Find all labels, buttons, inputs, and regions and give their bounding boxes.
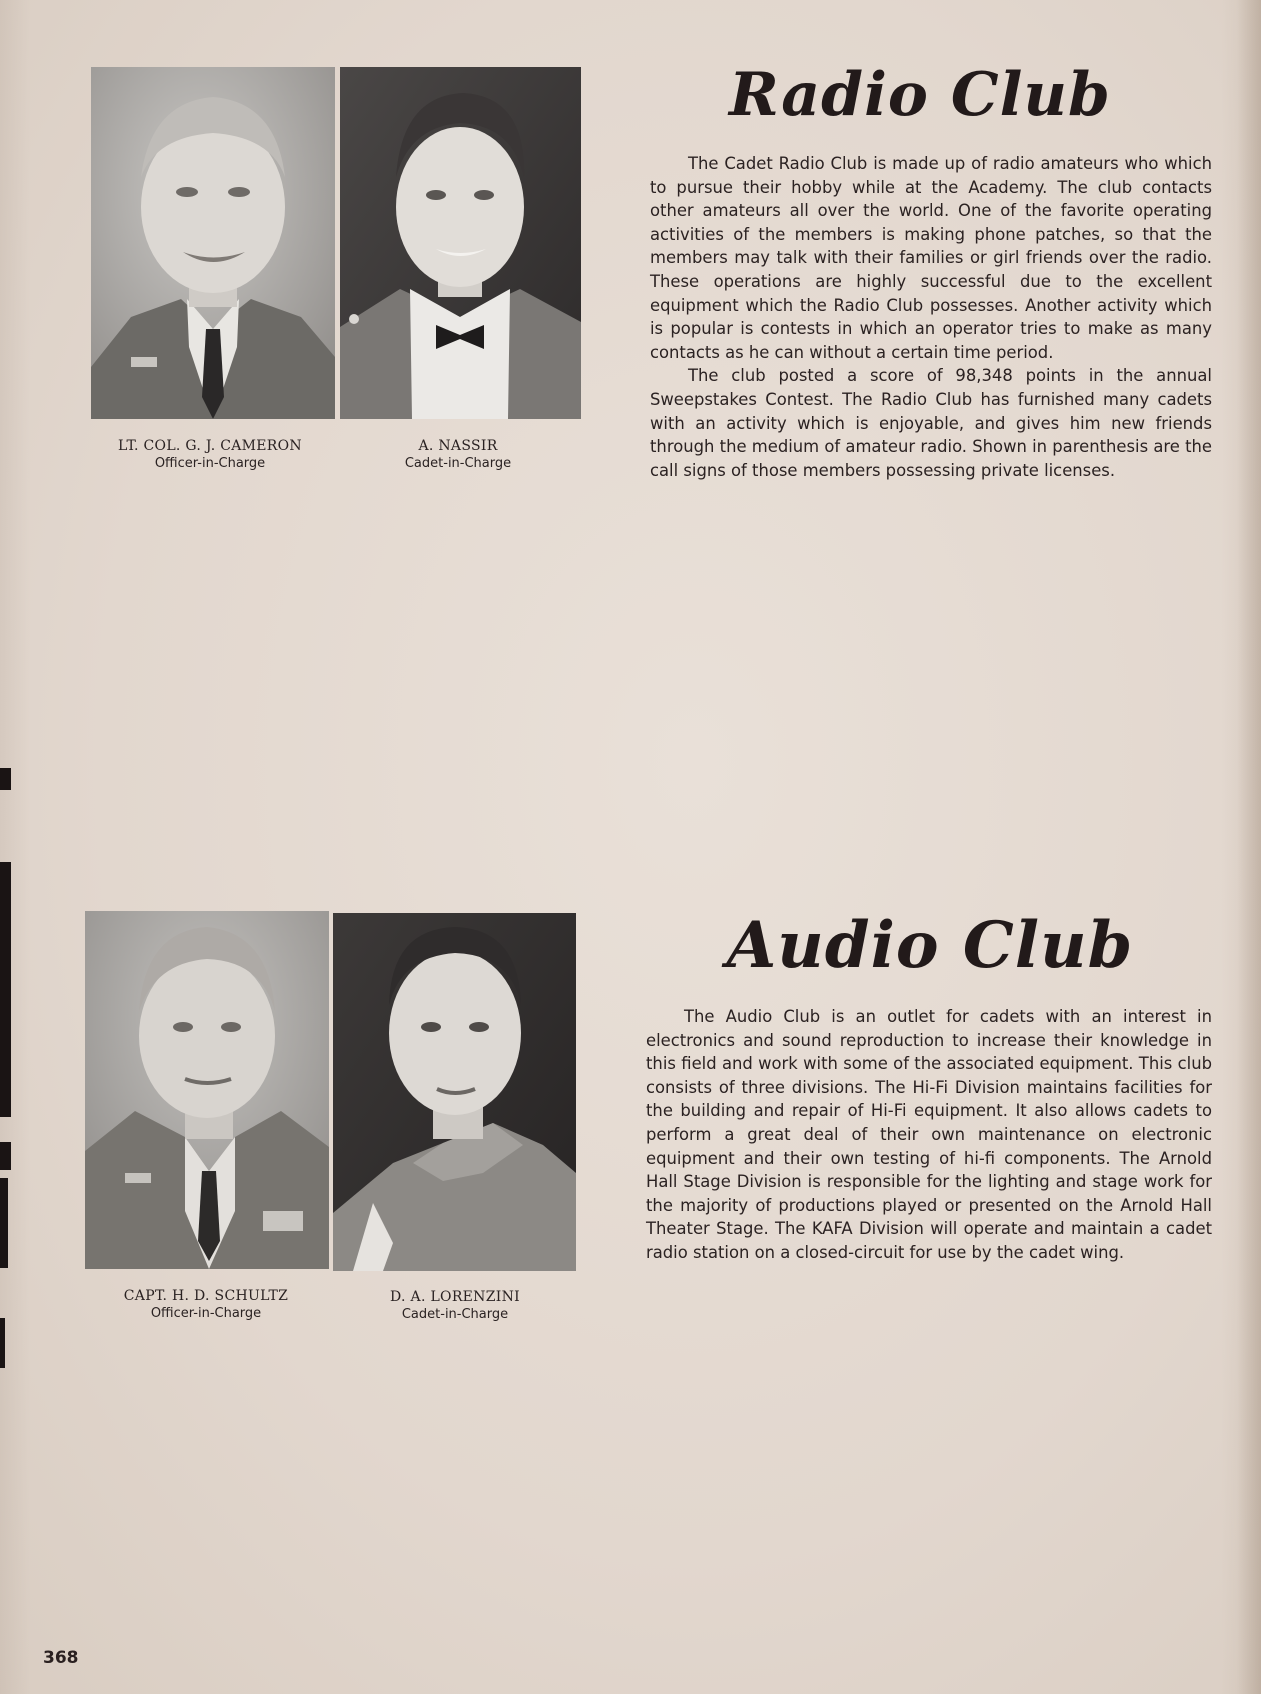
binding-mark: [0, 1318, 5, 1368]
officer-name: LT. COL. G. J. CAMERON: [118, 438, 302, 454]
binding-mark: [0, 1142, 11, 1170]
section-body-text: [646, 1005, 1212, 1265]
officer-name: CAPT. H. D. SCHULTZ: [123, 1288, 289, 1304]
section-title: Radio Club: [729, 60, 1111, 130]
cadet-name: D. A. LORENZINI: [390, 1289, 520, 1305]
cadet-role: Cadet-in-Charge: [401, 1307, 509, 1322]
body-paragraph: The Cadet Radio Club is made up of radio amateurs who which to pursue their hobby while at the Academy. The club contacts other amateurs all over the world. One of the favorite operating activities of the members is making phone patches, so that the members may talk with their families or girl friends over the radio. These operations are highly successful due to the excellent equipment which the Radio Club possesses. Another activity which is popular is contests in which an operator tries to make as many contacts as he can without a certain time period.: [650, 154, 1212, 362]
cadet-caption: [358, 438, 558, 472]
officer-role: Officer-in-Charge: [154, 456, 266, 471]
binding-mark: [0, 1178, 8, 1268]
cadet-portrait-photo: [340, 67, 581, 419]
section-title: Audio Club: [726, 908, 1134, 983]
cadet-caption: [345, 1289, 565, 1323]
officer-role: Officer-in-Charge: [150, 1306, 262, 1321]
body-paragraph: The Audio Club is an outlet for cadets with an interest in electronics and sound reproduction to increase their knowledge in this field and work with some of the associated equipment. This club consists of three divisions. The Hi-Fi Division maintains facilities for the building and repair of Hi-Fi equipment. It also allows cadets to perform a great deal of their own maintenance on electronic equipment and their own testing of hi-fi components. The Arnold Hall Stage Division is responsible for the lighting and stage work for the majority of productions played or presented on the Arnold Hall Theater Stage. The KAFA Division will operate and maintain a cadet radio station on a closed-circuit for use by the cadet wing.: [646, 1007, 1212, 1262]
officer-portrait-photo: [91, 67, 335, 419]
cadet-name: A. NASSIR: [418, 438, 498, 454]
binding-mark: [0, 862, 11, 1117]
page-number: 368: [43, 1648, 79, 1668]
body-paragraph: The club posted a score of 98,348 points in the annual Sweepstakes Contest. The Radio Club has furnished many cadets with an activity which is enjoyable, and gives him new friends through the medium of amateur radio. Shown in parenthesis are the call signs of those members possessing private licenses.: [650, 366, 1212, 480]
binding-mark: [0, 768, 11, 790]
officer-portrait-photo: [85, 911, 329, 1269]
page-edge-shadow: [1237, 0, 1261, 1694]
cadet-portrait-photo: [333, 913, 576, 1271]
section-body-text: [650, 152, 1212, 482]
cadet-role: Cadet-in-Charge: [404, 456, 512, 471]
officer-caption: [96, 438, 324, 472]
officer-caption: [92, 1288, 320, 1322]
